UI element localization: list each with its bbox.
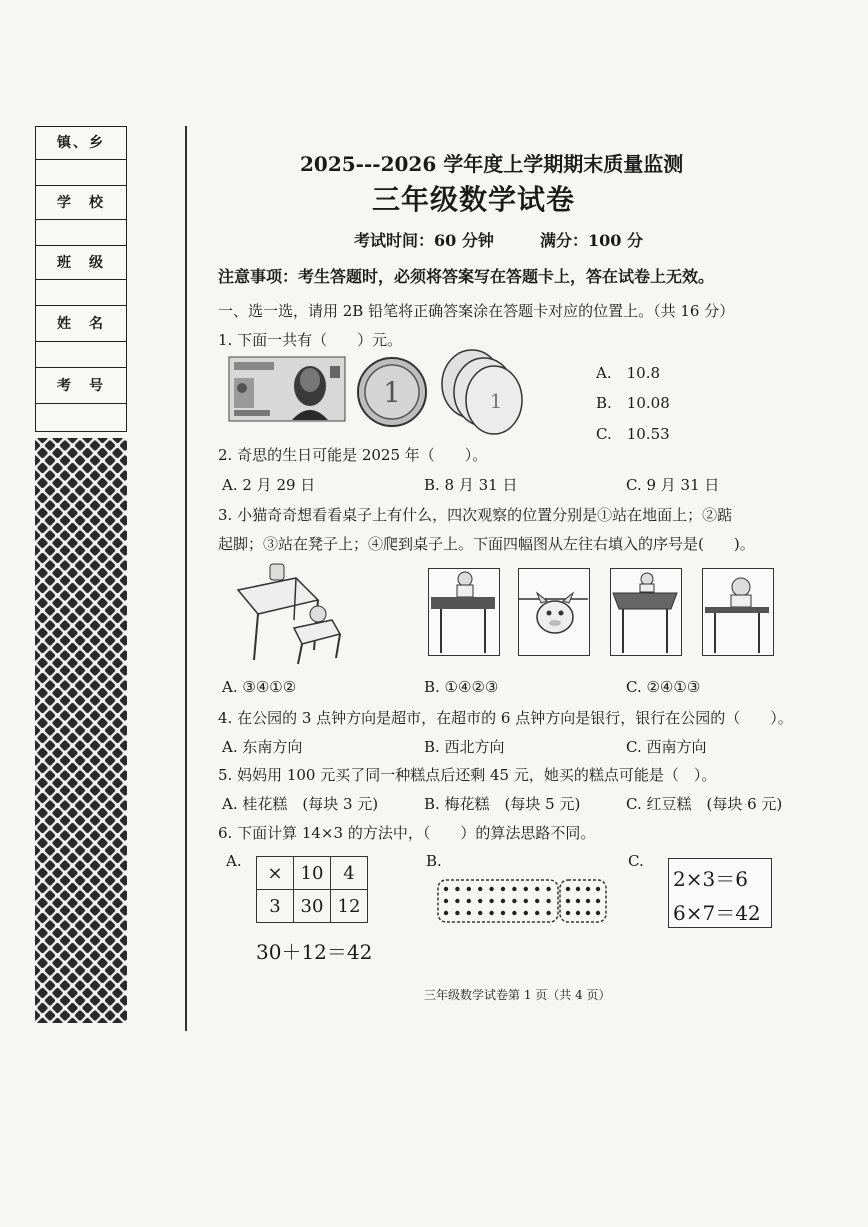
info-row-blank[interactable]: [36, 219, 126, 245]
q5-option-b[interactable]: B. 梅花糕 (每块 5 元): [424, 795, 581, 813]
dot: [444, 911, 448, 915]
cat-desk-scene-image: [232, 560, 352, 670]
dot: [546, 887, 550, 891]
exam-year-line: 2025---2026 学年度上学期期末质量监测: [300, 152, 684, 176]
name-label: 姓 名: [57, 316, 105, 332]
dot: [478, 887, 482, 891]
q6-sum-expression: 30＋12＝42: [256, 940, 373, 964]
info-row-blank[interactable]: [36, 341, 126, 367]
exam-notice: 注意事项：考生答题时，必须将答案写在答题卡上，答在试卷上无效。: [218, 267, 715, 286]
dot: [586, 911, 590, 915]
grid-cell: 3: [257, 890, 294, 923]
dot: [455, 911, 459, 915]
q3-view-picture-3: [610, 568, 682, 656]
dot: [596, 899, 600, 903]
class-label: 班 级: [57, 255, 105, 271]
q3-option-c[interactable]: C. ②④①③: [626, 678, 701, 696]
question-4-stem: 4. 在公园的 3 点钟方向是超市，在超市的 6 点钟方向是银行，银行在公园的（ ）。: [218, 709, 793, 727]
q2-option-c[interactable]: C. 9 月 31 日: [626, 476, 720, 494]
dot: [566, 899, 570, 903]
svg-text:1: 1: [489, 389, 503, 413]
dot: [512, 899, 516, 903]
q3-view-picture-1: [428, 568, 500, 656]
grid-cell: 4: [331, 857, 368, 890]
q6-option-c-label[interactable]: C.: [628, 852, 644, 870]
dot: [455, 887, 459, 891]
question-3-stem-line2: 起脚；③站在凳子上；④爬到桌子上。下面四幅图从左往右填入的序号是( )。: [218, 535, 755, 553]
dot: [546, 911, 550, 915]
q4-option-a[interactable]: A. 东南方向: [222, 738, 303, 756]
q5-option-c[interactable]: C. 红豆糕 (每块 6 元): [626, 795, 783, 813]
dot: [467, 911, 471, 915]
q3-option-b[interactable]: B. ①④②③: [424, 678, 499, 696]
q3-view-picture-4: [702, 568, 774, 656]
dot: [596, 911, 600, 915]
dot: [444, 887, 448, 891]
calc-line-1: 2×3＝6: [673, 867, 748, 891]
dot: [489, 887, 493, 891]
page-footer: 三年级数学试卷第 1 页（共 4 页）: [424, 988, 611, 1002]
info-row-blank[interactable]: [36, 159, 126, 185]
info-row-school: [36, 185, 126, 219]
dot: [586, 899, 590, 903]
dot: [512, 887, 516, 891]
q4-option-b[interactable]: B. 西北方向: [424, 738, 505, 756]
dot: [512, 911, 516, 915]
town-label: 镇、乡: [57, 135, 105, 151]
dot: [586, 887, 590, 891]
dot: [524, 899, 528, 903]
info-row-town: [36, 127, 126, 159]
q6-dot-array: [436, 878, 608, 924]
dot: [576, 887, 580, 891]
exam-number-label: 考 号: [57, 378, 105, 394]
q6-multiplication-grid: [256, 856, 368, 923]
q1-option-b[interactable]: B. 10.08: [596, 394, 670, 412]
q1-option-c[interactable]: C. 10.53: [596, 425, 670, 443]
dot: [535, 911, 539, 915]
grid-cell: 10: [294, 857, 331, 890]
q3-view-picture-2: [518, 568, 590, 656]
info-row-blank[interactable]: [36, 279, 126, 305]
q2-option-b[interactable]: B. 8 月 31 日: [424, 476, 518, 494]
grid-cell: 30: [294, 890, 331, 923]
dot: [576, 911, 580, 915]
decorative-pattern-strip: [35, 438, 127, 1023]
stacked-coins-image: [436, 346, 524, 438]
dot: [566, 887, 570, 891]
info-row-name: [36, 305, 126, 341]
question-5-stem: 5. 妈妈用 100 元买了同一种糕点后还剩 45 元，她买的糕点可能是（ ）。: [218, 766, 717, 784]
question-3-stem-line1: 3. 小猫奇奇想看看桌子上有什么，四次观察的位置分别是①站在地面上；②踮: [218, 506, 733, 524]
one-yuan-coin-image: [356, 356, 428, 428]
dot: [467, 887, 471, 891]
dot: [501, 887, 505, 891]
dot: [478, 899, 482, 903]
info-row-class: [36, 245, 126, 279]
dot: [535, 887, 539, 891]
student-info-table: [35, 126, 127, 432]
q6-calculation-box: [668, 858, 772, 928]
binding-line: [185, 126, 187, 1031]
dot: [489, 899, 493, 903]
full-score: 满分：100 分: [540, 231, 643, 250]
svg-text:1: 1: [383, 376, 401, 409]
calc-line-2: 6×7＝42: [673, 901, 761, 925]
dot: [455, 899, 459, 903]
dot: [566, 911, 570, 915]
question-6-stem: 6. 下面计算 14×3 的方法中，（ ）的算法思路不同。: [218, 824, 596, 842]
question-1-stem: 1. 下面一共有（ ）元。: [218, 331, 403, 349]
info-row-blank[interactable]: [36, 403, 126, 430]
dot: [489, 911, 493, 915]
dot: [535, 899, 539, 903]
dot: [524, 911, 528, 915]
dot: [501, 911, 505, 915]
dot: [546, 899, 550, 903]
dot: [478, 911, 482, 915]
dot: [524, 887, 528, 891]
exam-title: 三年级数学试卷: [372, 183, 576, 216]
q6-option-b-label[interactable]: B.: [426, 852, 442, 870]
banknote-10-yuan-image: [228, 356, 346, 422]
q2-option-a[interactable]: A. 2 月 29 日: [222, 476, 316, 494]
dot: [444, 899, 448, 903]
q4-option-c[interactable]: C. 西南方向: [626, 738, 707, 756]
info-row-examno: [36, 367, 126, 403]
exam-time: 考试时间：60 分钟: [354, 231, 494, 250]
school-label: 学 校: [57, 195, 105, 211]
grid-cell: 12: [331, 890, 368, 923]
question-2-stem: 2. 奇思的生日可能是 2025 年（ ）。: [218, 446, 488, 464]
grid-cell: ×: [257, 857, 294, 890]
dot: [596, 887, 600, 891]
dot: [501, 899, 505, 903]
dot: [576, 899, 580, 903]
q6-option-a-label[interactable]: A.: [226, 852, 242, 870]
q5-option-a[interactable]: A. 桂花糕 (每块 3 元): [222, 795, 379, 813]
dot: [467, 899, 471, 903]
q3-option-a[interactable]: A. ③④①②: [222, 678, 297, 696]
q1-option-a[interactable]: A. 10.8: [596, 364, 660, 382]
section-1-heading: 一、选一选，请用 2B 铅笔将正确答案涂在答题卡对应的位置上。（共 16 分）: [218, 302, 735, 320]
